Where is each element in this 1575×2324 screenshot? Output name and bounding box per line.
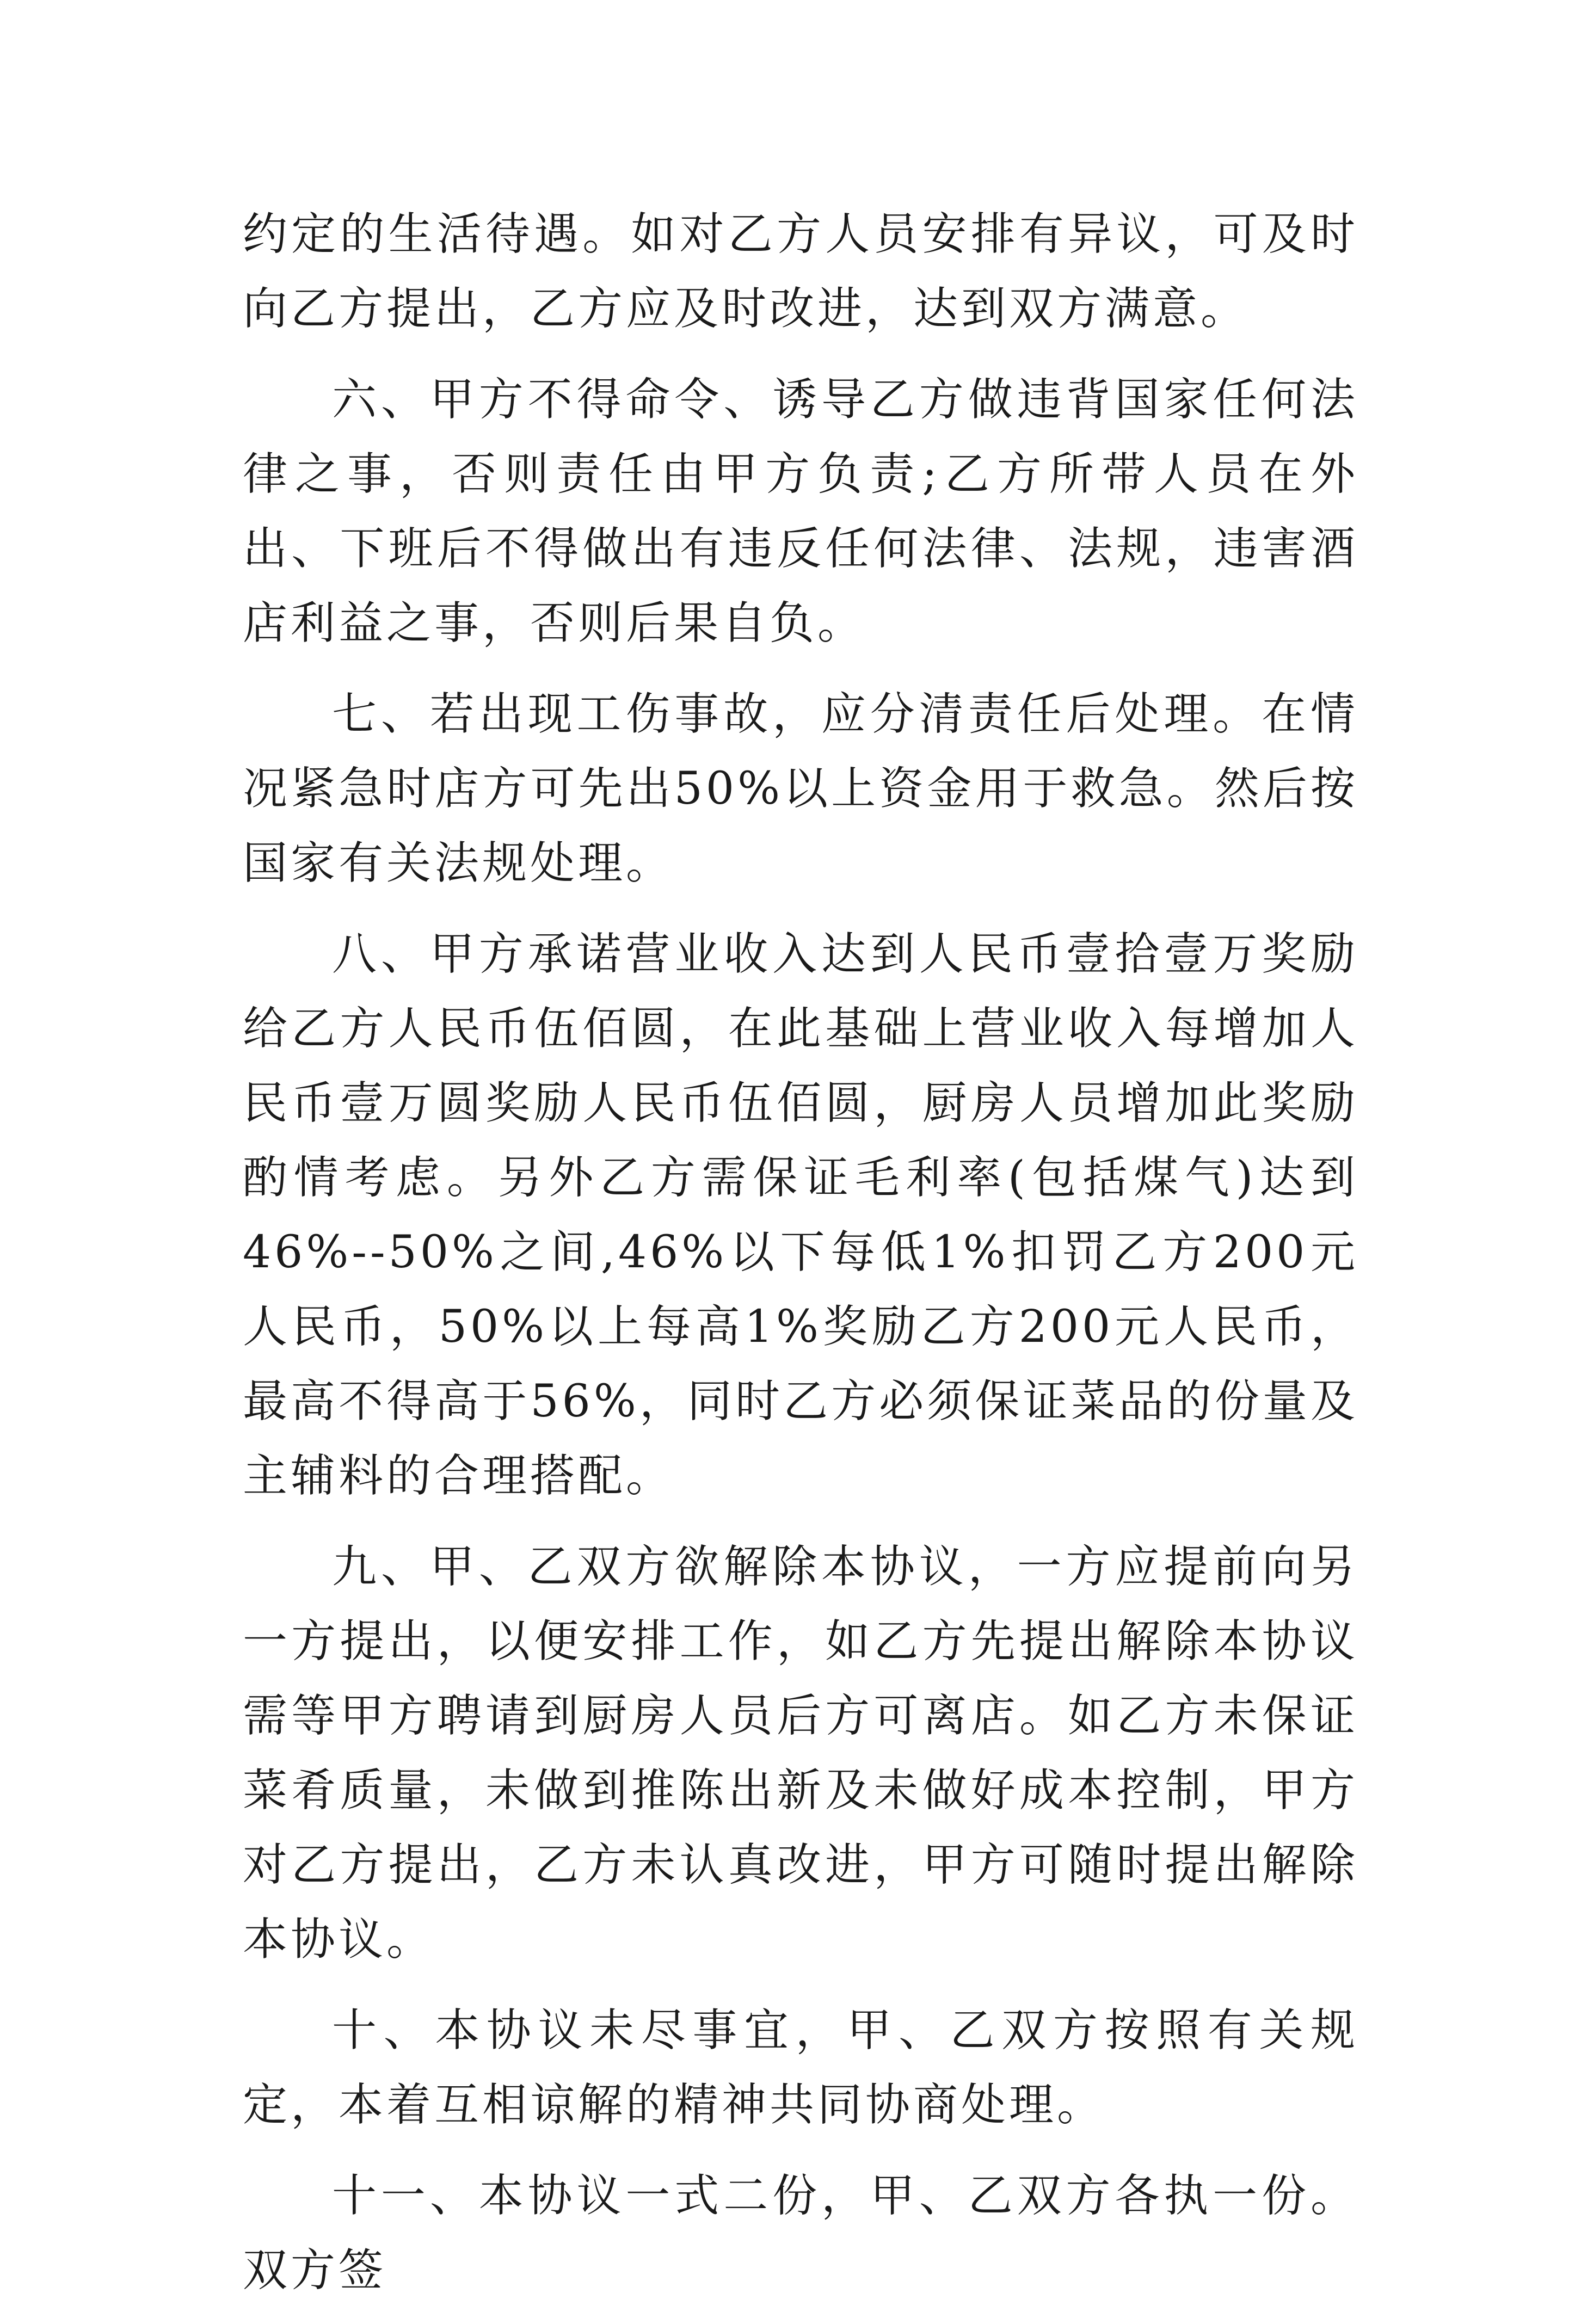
paragraph-clause-7: 七、若出现工伤事故，应分清责任后处理。在情况紧急时店方可先出50%以上资金用于救急。然后按国家有关法规处理。	[243, 688, 1358, 889]
paragraph-clause-8: 八、甲方承诺营业收入达到人民币壹拾壹万奖励给乙方人民币伍佰圆，在此基础上营业收入每增加人民币壹万圆奖励人民币伍佰圆，厨房人员增加此奖励酌情考虑。另外乙方需保证毛利率(包括煤气)达到46%--50%之间,46%以下每低1%扣罚乙方200元人民币，50%以上每高1%奖励乙方200元人民币，最高不得高于56%，同时乙方必须保证菜品的份量及主辅料的合理搭配。	[243, 928, 1358, 1502]
paragraph-clause-11: 十一、本协议一式二份，甲、乙双方各执一份。双方签	[243, 2170, 1358, 2296]
document-body	[243, 197, 1358, 2324]
paragraph-clause-9: 九、甲、乙双方欲解除本协议，一方应提前向另一方提出，以便安排工作，如乙方先提出解除本协议需等甲方聘请到厨房人员后方可离店。如乙方未保证菜肴质量，未做到推陈出新及未做好成本控制，甲方对乙方提出，乙方未认真改进，甲方可随时提出解除本协议。	[243, 1541, 1358, 1965]
paragraph-continuation: 约定的生活待遇。如对乙方人员安排有异议，可及时向乙方提出，乙方应及时改进，达到双方满意。	[243, 208, 1358, 335]
paragraph-clause-6: 六、甲方不得命令、诱导乙方做违背国家任何法律之事，否则责任由甲方负责;乙方所带人员在外出、下班后不得做出有违反任何法律、法规，违害酒店利益之事，否则后果自负。	[243, 374, 1358, 649]
paragraph-clause-10: 十、本协议未尽事宜，甲、乙双方按照有关规定，本着互相谅解的精神共同协商处理。	[243, 2005, 1358, 2131]
